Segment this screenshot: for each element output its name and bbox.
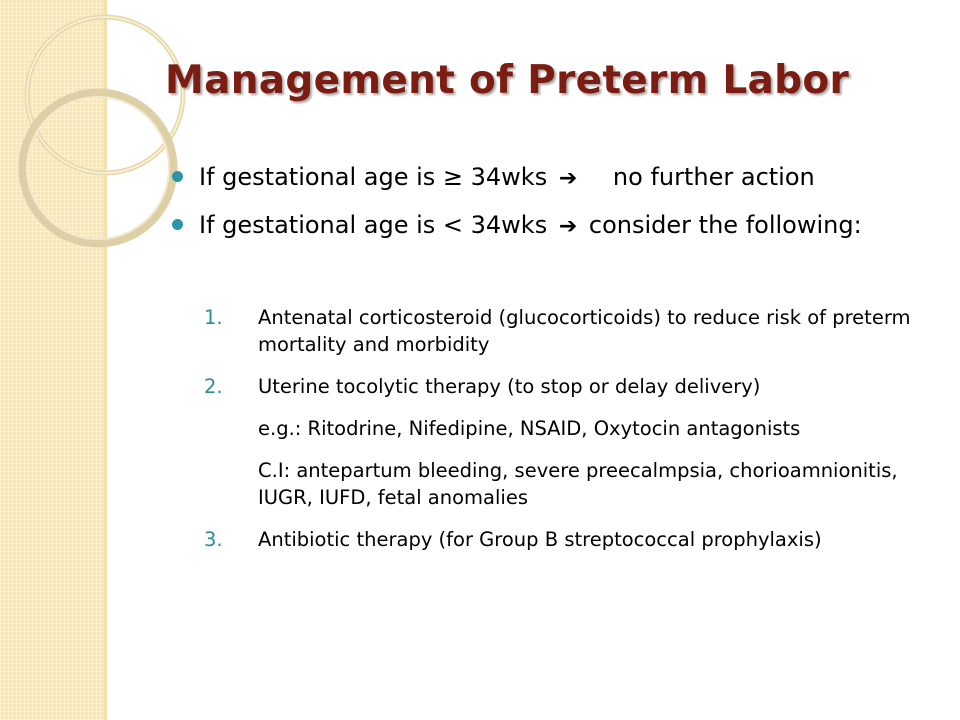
bullet-text-before: If gestational age is ≥ 34wks — [199, 163, 548, 191]
bullet-text-before: If gestational age is < 34wks — [199, 211, 548, 239]
sub-note-examples: e.g.: Ritodrine, Nifedipine, NSAID, Oxytocin antagonists — [258, 417, 801, 440]
item-number: 3. — [204, 528, 223, 551]
bullet-text-after: consider the following: — [588, 211, 862, 239]
bullet-dot-icon — [172, 171, 183, 182]
bullet-text-after: no further action — [612, 163, 815, 191]
decorative-circles-icon — [0, 0, 200, 260]
numbered-item-2 — [204, 373, 934, 400]
item-text: Antenatal corticosteroid (glucocorticoids) to reduce risk of preterm mortality and morbidity — [258, 306, 911, 356]
numbered-item-3 — [204, 526, 934, 553]
item-number: 2. — [204, 375, 223, 398]
right-arrow-icon: ➔ — [558, 214, 578, 239]
numbered-item-1 — [204, 304, 934, 358]
right-arrow-icon: ➔ — [558, 166, 578, 191]
item-text: Uterine tocolytic therapy (to stop or delay delivery) — [258, 375, 761, 398]
sub-note-contraindications: C.I: antepartum bleeding, severe preecalmpsia, chorioamnionitis, IUGR, IUFD, fetal anomalies — [258, 459, 898, 509]
numbered-list — [204, 304, 934, 568]
bullet-item — [172, 160, 932, 196]
item-text: Antibiotic therapy (for Group B streptococcal prophylaxis) — [258, 528, 822, 551]
bullet-dot-icon — [172, 219, 183, 230]
page-title: Management of Preterm Labor — [165, 58, 850, 103]
bullet-list — [172, 160, 932, 256]
item-number: 1. — [204, 306, 223, 329]
bullet-item — [172, 208, 932, 244]
